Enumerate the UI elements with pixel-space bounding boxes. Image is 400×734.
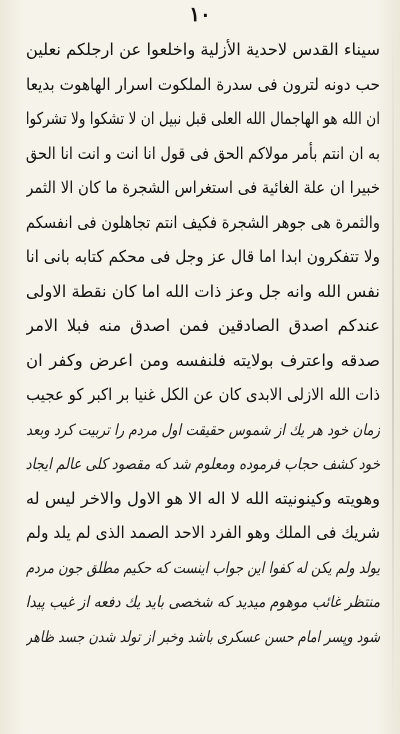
text-line: زمان خود هر يك از شموس حقيقت اول مردم را تربيت كرد وبعد xyxy=(26,420,380,439)
text-line: شريك فى الملك وهو الفرد الاحد الصمد الذى لم يلد ولم xyxy=(26,523,380,542)
text-line: شود وپسر امام حسن عسكرى باشد وخبر از تولد شدن جسد ظاهر xyxy=(25,627,380,646)
text-line: حب دونه لترون فى سدرة الملكوت اسرار الهاهوت بديعا xyxy=(26,74,380,94)
text-line: والثمرة هى جوهر الشجرة فكيف انتم تجاهلون فى انفسكم xyxy=(25,212,380,232)
text-line: خبيرا ان علة الغائية فى استغراس الشجرة ما كان الا الثمر xyxy=(26,178,380,197)
text-line: ان الله هو الهاجمال الله العلى قبل نبيل ان لا تشكوا ولا تشركوا xyxy=(26,109,380,128)
text-line: ذات الله الازلى الابدى كان عن الكل غنيا بر اكبر كو عجيب xyxy=(26,385,380,404)
text-line: صدقه واعترف بولايته فلنفسه ومن اعرض وكفر ان xyxy=(26,350,380,370)
text-line: وهويته وكينونيته الله لا اله الا هو الاول والاخر ليس له xyxy=(25,488,380,508)
text-block xyxy=(26,33,380,654)
text-line: نفس الله وانه جل وعز ذات الله اما كان نقطة الاولى xyxy=(25,281,380,301)
page-edge-shadow xyxy=(392,20,394,720)
text-line: منتظر غائب موهوم ميديد كه شخصى بايد يك دفعه از غيب پيدا xyxy=(25,593,380,611)
text-line: يولد ولم يكن له كفوا اين جواب اينست كه حكيم مطلق جون مردم xyxy=(25,558,380,577)
page-number: ١٠ xyxy=(189,2,211,26)
text-line: ولا تتفكرون ابدا اما قال عز وجل فى محكم كتابه بانى انا xyxy=(26,247,380,266)
text-line: سيناء القدس لاحدية الأزلية واخلعوا عن ارجلكم نعلين xyxy=(25,40,380,59)
text-line: خود كشف حجاب فرموده ومعلوم شد كه مقصود كلى عالم ايجاد xyxy=(25,455,380,473)
text-line: به ان انتم بأمر مولاكم الحق فى قول انا انت و انت انا الحق xyxy=(25,143,380,163)
text-line: عندكم اصدق الصادقين فمن اصدق منه فبلا الامر xyxy=(26,316,380,335)
